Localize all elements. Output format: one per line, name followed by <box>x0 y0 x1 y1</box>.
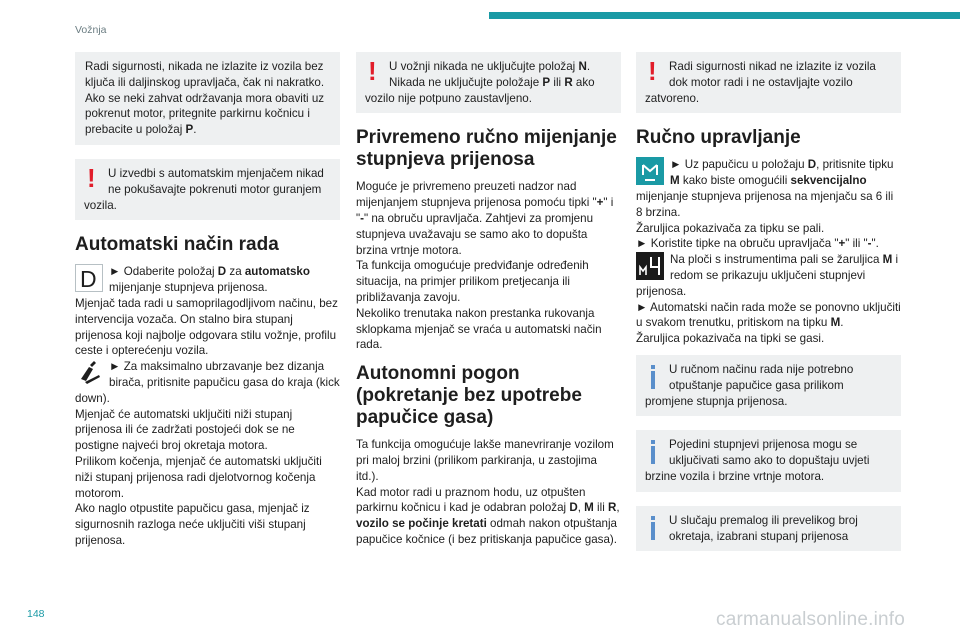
info-text: Pojedini stupnjevi prijenosa mogu se uključivati samo ako to dopuštaju uvjeti brzine vozila i brzine vrtnje motora. <box>645 438 870 483</box>
manual-m-button-icon <box>636 157 664 185</box>
paragraph-return-auto: Nekoliko trenutaka nakon prestanka rukovanja sklopkama mjenjač se vraća u automatski način rada. <box>356 306 602 352</box>
info-icon <box>645 362 663 392</box>
paragraph-use-paddles: ► Koristite tipke na obruču upravljača "+" ili "-". <box>636 237 879 251</box>
note-box-safety <box>75 52 340 145</box>
warning-box-neutral <box>356 52 621 113</box>
warning-box-engine-running <box>636 52 901 113</box>
warning-text: U izvedbi s automatskim mjenjačem nikad ne pokušavajte pokrenuti motor guranjem vozila. <box>84 166 324 212</box>
watermark: carmanualsonline.info <box>716 609 906 630</box>
column-2 <box>356 52 621 548</box>
note-text: Radi sigurnosti, nikada ne izlazite iz vozila bez ključa ili daljinskog upravljača, čak ni nakratko. <box>85 60 325 89</box>
paragraph-lamp-off: Žaruljica pokazivača na tipki se gasi. <box>636 332 825 346</box>
info-box-no-release <box>636 355 901 416</box>
paragraph-select-d: ► Odaberite položaj D za automatsko mijenjanje stupnjeva prijenosa. <box>109 265 310 295</box>
paragraph-kickdown: ► Za maksimalno ubrzavanje bez dizanja birača, pritisnite papučicu gasa do kraja (kick down). <box>75 360 340 405</box>
section-title: Vožnja <box>75 24 107 36</box>
heading-temporary-manual: Privremeno ručno mijenjanje stupnjeva prijenosa <box>356 127 617 171</box>
paragraph-anticipate: Ta funkcija omogućuje predviđanje određenih situacija, na primjer prilikom pretjecanja ili približavanja zavoju. <box>356 259 589 304</box>
heading-manual-mode: Ručno upravljanje <box>636 127 801 149</box>
paragraph-downshift: Mjenjač će automatski uključiti niži stupanj prijenosa ili će zadržati postojeći dok se ne postigne najveći broj okretaja motora. <box>75 407 295 453</box>
info-box-conditions <box>636 430 901 491</box>
warning-icon: ! <box>648 56 657 86</box>
warning-text: U vožnji nikada ne uključujte položaj N. Nikada ne uključujte položaje P ili R ako vozilo nije potpuno zaustavljeno. <box>365 60 595 105</box>
heading-automatic-mode: Automatski način rada <box>75 234 279 256</box>
header-accent-bar <box>489 12 960 19</box>
paragraph-instrument-lamp: Na ploči s instrumentima pali se žaruljica M i redom se prikazuju uključeni stupnjevi prijenosa. <box>636 253 899 298</box>
paragraph-return-auto: ► Automatski način rada može se ponovno uključiti u svakom trenutku, pritiskom na tipku M. <box>636 300 901 330</box>
paragraph-creep-function: Ta funkcija omogućuje lakše manevriranje vozilom pri maloj brzini (prilikom parkiranja, u zastojima itd.). <box>356 438 614 483</box>
paragraph-braking: Prilikom kočenja, mjenjač će automatski uključiti niži stupanj prijenosa radi djelotvornog kočenja motorom. <box>75 454 322 500</box>
column-3 <box>636 52 901 565</box>
gear-d-icon: D <box>75 264 103 292</box>
warning-icon: ! <box>368 56 377 86</box>
info-icon <box>645 437 663 467</box>
column-1 <box>75 52 340 549</box>
warning-text: Radi sigurnosti nikad ne izlazite iz vozila dok motor radi i ne ostavljajte vozilo zatvoreno. <box>645 60 876 105</box>
paragraph-press-m: ► Uz papučicu u položaju D, pritisnite tipku M kako biste omogućili sekvencijalno mijenjanje stupnjeva prijenosa na mjenjaču sa 6 ili 8 brzina. <box>636 158 894 219</box>
paragraph-paddles: Moguće je privremeno preuzeti nadzor nad mijenjanjem stupnjeva prijenosa pomoću tipki "+" i "-" na obruču upravljača. Zahtjevi za promjenu stupnjeva uvažavaju se samo ako to dopušta brzina vrtnje motora. <box>356 180 614 257</box>
warning-box-push-start <box>75 159 340 220</box>
kickdown-pedal-icon <box>75 359 103 387</box>
paragraph-lamp-on: Žaruljica pokazivača za tipku se pali. <box>636 221 825 235</box>
info-box-rpm <box>636 506 901 552</box>
heading-creep: Autonomni pogon (pokretanje bez upotrebe papučice gasa) <box>356 363 582 429</box>
info-icon <box>645 513 663 543</box>
info-text: U ručnom načinu rada nije potrebno otpuštanje papučice gasa prilikom promjene stupnja prijenosa. <box>645 362 854 408</box>
paragraph-creep-conditions: Kad motor radi u praznom hodu, uz otpušten parkirnu kočnicu i kad je odabran položaj D, M ili R, vozilo se počinje kretati odmah nakon otpuštanja papučice kočnice (i bez pritiskanja papučice gasa). <box>356 485 620 546</box>
warning-icon: ! <box>87 162 96 193</box>
instrument-m-gear-icon <box>636 252 664 280</box>
paragraph-release-gas: Ako naglo otpustite papučicu gasa, mjenjač iz sigurnosnih razloga neće uključiti viši stupanj prijenosa. <box>75 502 310 547</box>
note-text-maintenance: Ako se neki zahvat održavanja mora obaviti uz pokrenut motor, pritegnite parkirnu kočnicu i prebacite u položaj P. <box>85 91 325 137</box>
paragraph-auto-adapt: Mjenjač tada radi u samoprilagodljivom načinu, bez intervencija vozača. On stalno bira stupanj prijenosa koji najbolje odgovara stilu vožnje, profilu ceste i opterećenju vozila. <box>75 296 338 358</box>
page-number: 148 <box>27 608 45 620</box>
info-text: U slučaju premalog ili prevelikog broj okretaja, izabrani stupanj prijenosa <box>669 513 858 543</box>
